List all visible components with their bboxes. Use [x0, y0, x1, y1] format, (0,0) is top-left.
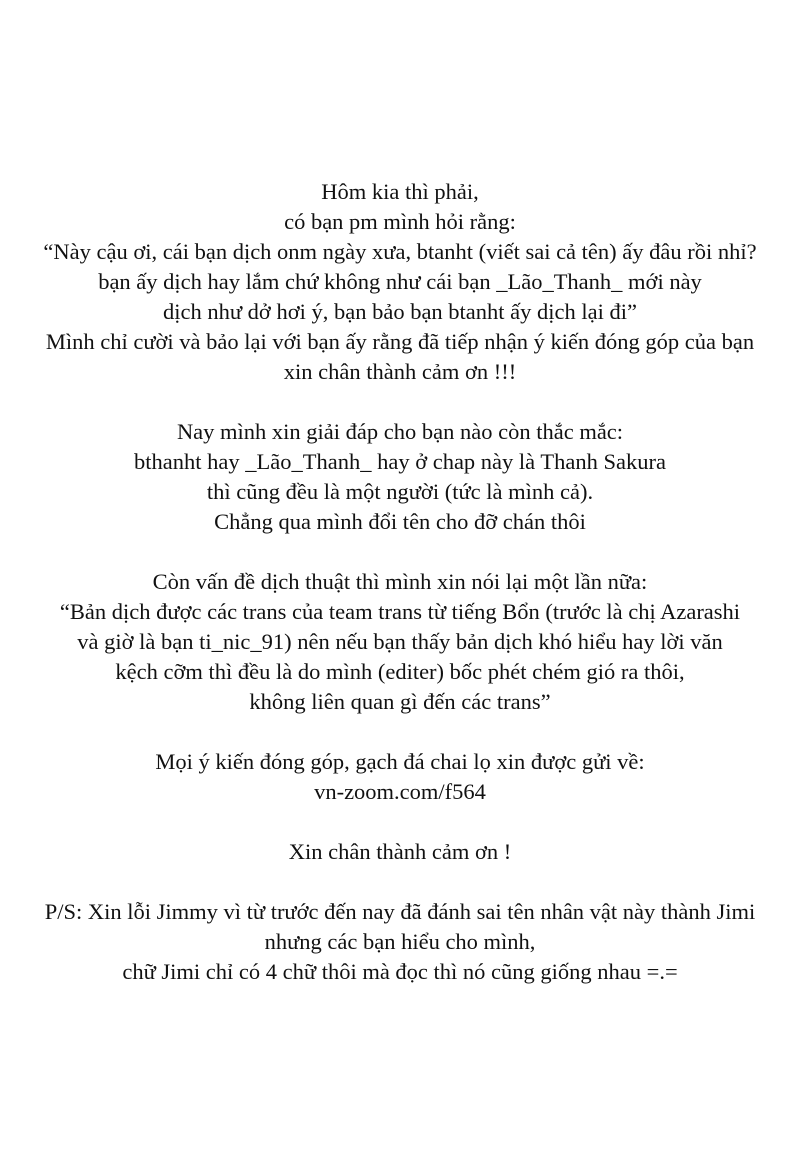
- paragraph-spacer: [0, 807, 800, 837]
- text-line: Xin chân thành cảm ơn !: [288, 839, 512, 864]
- note-text-block: [0, 177, 800, 987]
- text-line: nhưng các bạn hiểu cho mình,: [264, 929, 536, 954]
- paragraph-translation-note: [0, 567, 800, 717]
- paragraph-spacer: [0, 387, 800, 417]
- paragraph-spacer: [0, 717, 800, 747]
- paragraph-thanks: [0, 837, 800, 867]
- text-line: chữ Jimi chỉ có 4 chữ thôi mà đọc thì nó cũng giống nhau =.=: [122, 959, 678, 984]
- paragraph-name-explanation: [0, 417, 800, 537]
- text-line: “Bản dịch được các trans của team trans từ tiếng Bổn (trước là chị Azarashi: [59, 599, 741, 624]
- text-line: Mình chỉ cười và bảo lại với bạn ấy rằng đã tiếp nhận ý kiến đóng góp của bạn: [45, 329, 755, 354]
- text-line: “Này cậu ơi, cái bạn dịch onm ngày xưa, btanht (viết sai cả tên) ấy đâu rồi nhỉ?: [43, 239, 757, 264]
- paragraph-spacer: [0, 867, 800, 897]
- text-line: xin chân thành cảm ơn !!!: [283, 359, 517, 384]
- paragraph-pm-story: [0, 177, 800, 387]
- text-line: Nay mình xin giải đáp cho bạn nào còn thắc mắc:: [176, 419, 624, 444]
- paragraph-postscript: [0, 897, 800, 987]
- text-line: thì cũng đều là một người (tức là mình cả).: [206, 479, 594, 504]
- text-line: P/S: Xin lỗi Jimmy vì từ trước đến nay đã đánh sai tên nhân vật này thành Jimi: [44, 899, 756, 924]
- text-line: kệch cỡm thì đều là do mình (editer) bốc phét chém gió ra thôi,: [115, 659, 685, 684]
- text-line: không liên quan gì đến các trans”: [249, 689, 551, 714]
- text-line: bạn ấy dịch hay lắm chứ không như cái bạn _Lão_Thanh_ mới này: [98, 269, 702, 294]
- text-line: Mọi ý kiến đóng góp, gạch đá chai lọ xin được gửi về:: [155, 749, 645, 774]
- text-line: có bạn pm mình hỏi rằng:: [284, 209, 516, 234]
- text-line: Còn vấn đề dịch thuật thì mình xin nói lại một lần nữa:: [152, 569, 648, 594]
- text-line: Hôm kia thì phải,: [321, 179, 479, 204]
- paragraph-feedback: [0, 747, 800, 807]
- text-line: dịch như dở hơi ý, bạn bảo bạn btanht ấy dịch lại đi”: [162, 299, 637, 324]
- text-line: Chẳng qua mình đổi tên cho đỡ chán thôi: [214, 509, 586, 534]
- text-line: và giờ là bạn ti_nic_91) nên nếu bạn thấy bản dịch khó hiểu hay lời văn: [77, 629, 723, 654]
- paragraph-spacer: [0, 537, 800, 567]
- feedback-url: vn-zoom.com/f564: [314, 779, 486, 804]
- text-line: bthanht hay _Lão_Thanh_ hay ở chap này là Thanh Sakura: [134, 449, 666, 474]
